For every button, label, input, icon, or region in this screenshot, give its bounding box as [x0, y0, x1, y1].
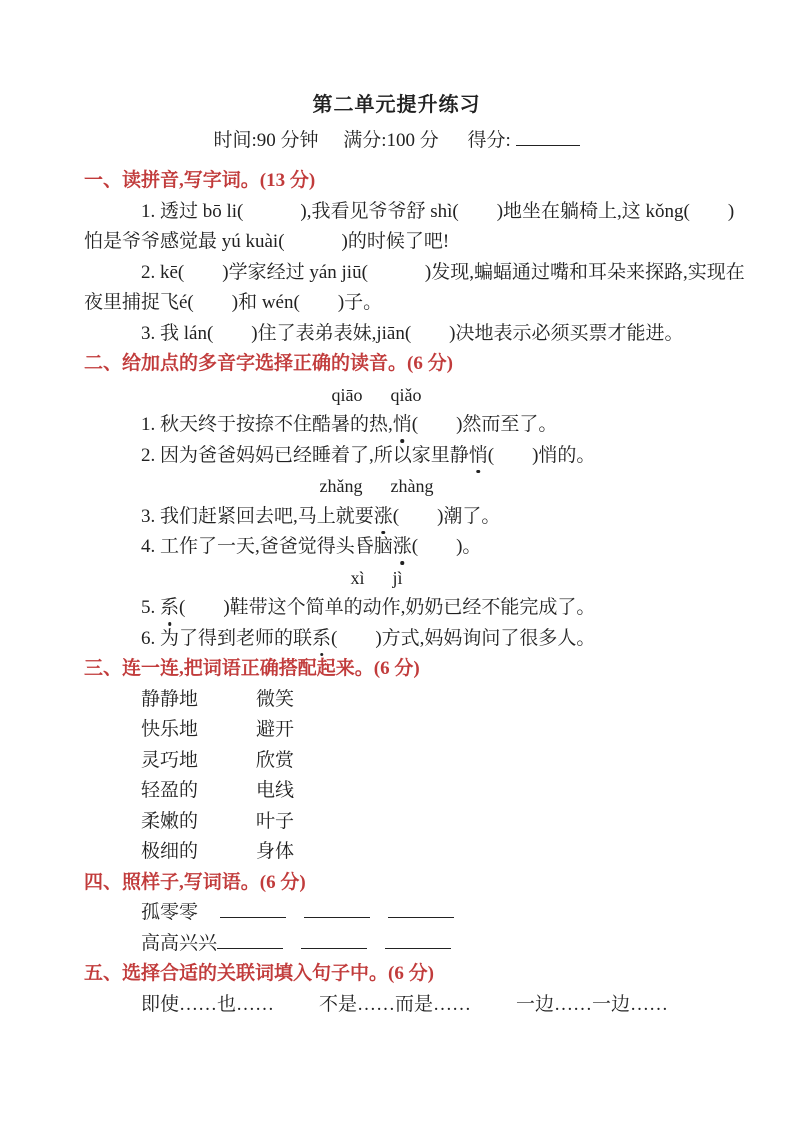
dotted-char: 悄 — [393, 410, 412, 441]
sentence-text: 1. 秋天终于按捺不住酷暑的热, — [141, 414, 393, 435]
time-label: 时间:90 分钟 — [213, 130, 319, 151]
conjunction-options-row — [84, 990, 709, 1021]
sentence-text: ( )悄的。 — [487, 444, 596, 466]
section-one-heading: 一、读拼音,写字词。(13 分) — [84, 170, 316, 191]
section-four-heading: 四、照样子,写词语。(6 分) — [84, 871, 306, 893]
match-row — [84, 685, 709, 716]
sentence-text: ( )。 — [411, 536, 482, 557]
pinyin-options-row — [84, 380, 709, 411]
pinyin-options-row — [84, 471, 709, 502]
dotted-char: 系 — [160, 593, 179, 624]
worksheet-body — [0, 166, 793, 1020]
score-label: 得分: — [467, 130, 511, 151]
sentence-text: 4. 工作了一天,爸爸觉得头昏脑 — [141, 536, 393, 557]
match-row — [84, 776, 709, 807]
word-example-row — [84, 898, 709, 929]
match-row — [84, 837, 709, 868]
sentence-text: ( )潮了。 — [392, 505, 501, 527]
question-line — [84, 532, 709, 563]
answer-blank — [385, 931, 451, 949]
match-row — [84, 746, 709, 777]
pinyin-option: qiǎo — [390, 384, 422, 405]
dotted-char: 悄 — [469, 441, 488, 472]
example-word: 孤零零 — [141, 902, 199, 923]
answer-blank — [220, 900, 286, 918]
section-five-heading: 五、选择合适的关联词填入句子中。(6 分) — [84, 963, 434, 984]
match-right-word: 避开 — [256, 719, 295, 740]
match-right-word: 叶子 — [256, 810, 295, 832]
question-line — [84, 410, 709, 441]
answer-blank — [304, 900, 370, 918]
sentence-text: 3. 我们赶紧回去吧,马上就要 — [141, 505, 374, 527]
match-row — [84, 807, 709, 838]
match-row — [84, 715, 709, 746]
dotted-char: 系 — [312, 624, 331, 655]
answer-blank — [301, 931, 367, 949]
question-line: 怕是爷爷感觉最 yú kuài( )的时候了吧! — [84, 231, 450, 252]
sentence-text: ( )然而至了。 — [411, 414, 558, 435]
dotted-char: 涨 — [374, 502, 393, 533]
dotted-char: 涨 — [393, 532, 412, 563]
pinyin-option: xì — [350, 567, 365, 588]
pinyin-option: jì — [392, 567, 403, 588]
section-three-heading: 三、连一连,把词语正确搭配起来。(6 分) — [84, 658, 420, 679]
question-line — [84, 502, 709, 533]
question-line: 1. 透过 bō li( ),我看见爷爷舒 shì( )地坐在躺椅上,这 kǒng( ) — [141, 200, 735, 222]
pinyin-options-row — [84, 563, 709, 594]
match-right-word: 电线 — [256, 780, 295, 801]
match-right-word: 微笑 — [256, 688, 295, 710]
sentence-text: ( )方式,妈妈询问了很多人。 — [331, 627, 596, 649]
question-line — [84, 593, 709, 624]
exam-info-line — [0, 128, 793, 154]
word-example-row — [84, 929, 709, 960]
question-line: 3. 我 lán( )住了表弟表妹,jiān( )决地表示必须买票才能进。 — [141, 322, 684, 344]
match-left-word: 柔嫩的 — [141, 810, 199, 832]
question-line: 2. kē( )学家经过 yán jiū( )发现,蝙蝠通过嘴和耳朵来探路,实现在 — [141, 261, 745, 283]
full-score-label: 满分:100 分 — [343, 130, 439, 151]
section-two-heading: 二、给加点的多音字选择正确的读音。(6 分) — [84, 353, 453, 374]
sentence-text: 2. 因为爸爸妈妈已经睡着了,所以家里静 — [141, 444, 469, 466]
answer-blank — [388, 900, 454, 918]
pinyin-option: zhǎng — [319, 476, 363, 496]
sentence-text: 5. — [141, 597, 160, 618]
match-left-word: 快乐地 — [141, 719, 199, 740]
match-right-word: 欣赏 — [256, 749, 295, 771]
match-left-word: 轻盈的 — [141, 780, 199, 801]
example-word: 高高兴兴 — [141, 932, 218, 954]
conjunction-option: 不是……而是…… — [319, 993, 472, 1015]
page-title: 第二单元提升练习 — [312, 94, 481, 116]
question-line — [84, 624, 709, 655]
conjunction-option: 一边……一边…… — [516, 993, 669, 1015]
sentence-text: ( )鞋带这个简单的动作,奶奶已经不能完成了。 — [179, 597, 596, 618]
pinyin-option: zhàng — [390, 476, 434, 496]
conjunction-option: 即使……也…… — [141, 993, 275, 1015]
score-blank — [516, 128, 580, 146]
question-line: 夜里捕捉飞é( )和 wén( )子。 — [84, 292, 383, 313]
match-left-word: 静静地 — [141, 688, 199, 710]
pinyin-option: qiāo — [331, 384, 363, 405]
match-left-word: 极细的 — [141, 841, 199, 862]
match-right-word: 身体 — [256, 841, 295, 862]
answer-blank — [217, 931, 283, 949]
sentence-text: 6. 为了得到老师的联 — [141, 627, 313, 649]
match-left-word: 灵巧地 — [141, 749, 199, 771]
question-line — [84, 441, 709, 472]
